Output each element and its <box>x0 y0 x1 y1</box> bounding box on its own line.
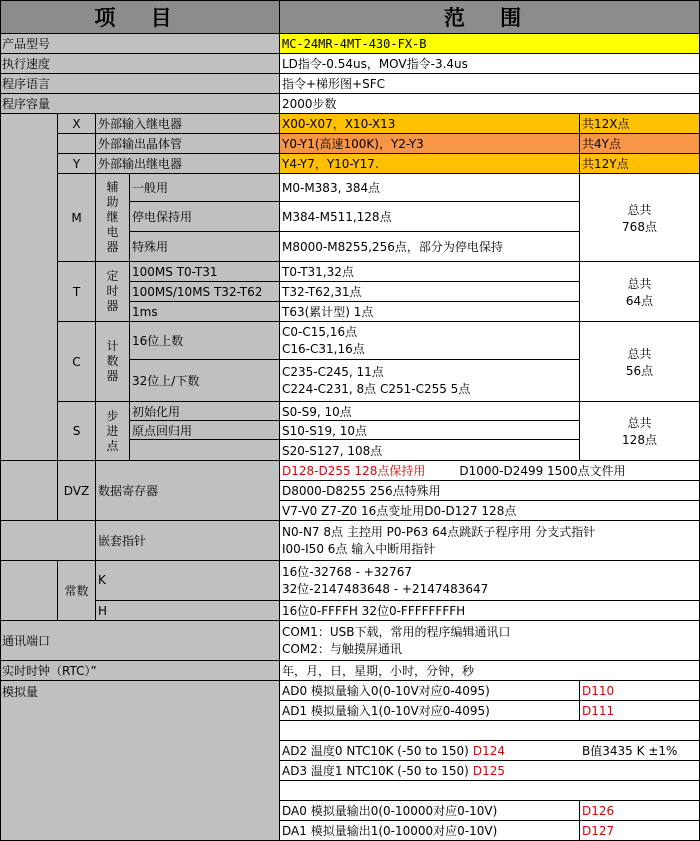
analog-blank-1 <box>280 721 700 741</box>
label-rtc: 实时时钟（RTC）” <box>0 661 280 681</box>
label-comm: 通讯端口 <box>0 621 280 661</box>
nest-left <box>0 521 96 561</box>
s-range-1: S0-S9, 10点 <box>280 402 580 421</box>
s-name-2: 原点回归用 <box>130 421 280 440</box>
value-speed: LD指令-0.54us，MOV指令-3.4us <box>280 54 700 74</box>
code-dvz: DVZ <box>58 461 96 521</box>
analog-ad1-reg: D111 <box>580 701 700 721</box>
name-dvz: 数据寄存器 <box>96 461 280 521</box>
type-s: 步进点 <box>96 402 130 461</box>
value-language: 指令+梯形图+SFC <box>280 74 700 94</box>
const-h-range: 16位0-FFFFH 32位0-FFFFFFFFH <box>280 601 700 621</box>
analog-da0-reg: D126 <box>580 801 700 821</box>
code-x: X <box>58 114 96 134</box>
total-transistor: 共4Y点 <box>580 134 700 154</box>
dvz-line3: V7-V0 Z7-Z0 16点变址用D0-D127 128点 <box>280 501 700 521</box>
analog-ad0-reg: D110 <box>580 681 700 701</box>
header-range: 范 围 <box>280 0 700 34</box>
s-name-1: 初始化用 <box>130 402 280 421</box>
code-c: C <box>58 322 96 402</box>
name-y: 外部输出继电器 <box>96 154 280 174</box>
analog-da0: DA0 模拟量输出0(0-10000对应0-10V) <box>280 801 580 821</box>
t-range-1: T0-T31,32点 <box>280 262 580 282</box>
label-analog: 模拟量 <box>0 681 280 841</box>
dvz-left <box>0 461 58 521</box>
const-left <box>0 561 58 621</box>
analog-ad0: AD0 模拟量输入0(0-10V对应0-4095) <box>280 681 580 701</box>
code-t: T <box>58 262 96 322</box>
value-capacity: 2000步数 <box>280 94 700 114</box>
m-range-1: M0-M383, 384点 <box>280 174 580 202</box>
const-k: K <box>96 561 280 601</box>
c-name-1: 16位上数 <box>130 322 280 360</box>
type-t: 定时器 <box>96 262 130 322</box>
range-transistor: Y0-Y1(高速100K)，Y2-Y3 <box>280 134 580 154</box>
m-range-3: M8000-M8255,256点，部分为停电保持 <box>280 232 580 262</box>
c-range-1: C0-C15,16点 C16-C31,16点 <box>280 322 580 360</box>
dvz-line1: D128-D255 128点保持用 D1000-D2499 1500点文件用 <box>280 461 700 481</box>
m-name-1: 一般用 <box>130 174 280 202</box>
dvz-line2: D8000-D8255 256点特殊用 <box>280 481 700 501</box>
outer-border-left <box>0 0 1 841</box>
code-s: S <box>58 402 96 461</box>
t-total: 总共 64点 <box>580 262 700 322</box>
range-x: X00-X07，X10-X13 <box>280 114 580 134</box>
value-model: MC-24MR-4MT-430-FX-B <box>280 34 700 54</box>
const-h: H <box>96 601 280 621</box>
c-range-2: C235-C245, 11点 C224-C231, 8点 C251-C255 5点 <box>280 360 580 402</box>
t-name-1: 100MS T0-T31 <box>130 262 280 282</box>
total-x: 共12X点 <box>580 114 700 134</box>
range-y: Y4-Y7，Y10-Y17. <box>280 154 580 174</box>
header-item: 项 目 <box>0 0 280 34</box>
t-name-3: 1ms <box>130 302 280 322</box>
analog-da1-reg: D127 <box>580 821 700 841</box>
t-range-2: T32-T62,31点 <box>280 282 580 302</box>
s-range-3: S20-S127, 108点 <box>280 440 580 461</box>
const-k-range: 16位-32768 - +32767 32位-2147483648 - +2147483647 <box>280 561 700 601</box>
label-model: 产品型号 <box>0 34 280 54</box>
code-y: Y <box>58 154 96 174</box>
code-transistor <box>58 134 96 154</box>
s-name-3 <box>130 440 280 461</box>
comm-range: COM1：USB下载，常用的程序编辑通讯口 COM2：与触摸屏通讯 <box>280 621 700 661</box>
t-name-2: 100MS/10MS T32-T62 <box>130 282 280 302</box>
label-language: 程序语言 <box>0 74 280 94</box>
name-x: 外部输入继电器 <box>96 114 280 134</box>
rtc-value: 年，月，日，星期，小时，分钟，秒 <box>280 661 700 681</box>
left-gray-block <box>0 114 58 461</box>
analog-da1: DA1 模拟量输出1(0-10000对应0-10V) <box>280 821 580 841</box>
type-m: 辅助继电器 <box>96 174 130 262</box>
analog-blank-2 <box>280 781 700 801</box>
nest-range: N0-N7 8点 主控用 P0-P63 64点跳跃子程序用 分支式指针 I00-I50 6点 输入中断用指针 <box>280 521 700 561</box>
m-name-2: 停电保持用 <box>130 202 280 232</box>
code-m: M <box>58 174 96 262</box>
m-range-2: M384-M511,128点 <box>280 202 580 232</box>
label-speed: 执行速度 <box>0 54 280 74</box>
c-name-2: 32位上/下数 <box>130 360 280 402</box>
total-y: 共12Y点 <box>580 154 700 174</box>
s-range-2: S10-S19, 10点 <box>280 421 580 440</box>
analog-ad1: AD1 模拟量输入1(0-10V对应0-4095) <box>280 701 580 721</box>
m-total: 总共 768点 <box>580 174 700 262</box>
type-c: 计数器 <box>96 322 130 402</box>
m-name-3: 特殊用 <box>130 232 280 262</box>
name-nest: 嵌套指针 <box>96 521 280 561</box>
label-capacity: 程序容量 <box>0 94 280 114</box>
name-transistor: 外部输出晶体管 <box>96 134 280 154</box>
analog-ad3: AD3 温度1 NTC10K (-50 to 150) D125 <box>280 761 700 781</box>
analog-ad2: AD2 温度0 NTC10K (-50 to 150) D124 B值3435 K ±1% <box>280 741 700 761</box>
const-name: 常数 <box>58 561 96 621</box>
c-total: 总共 56点 <box>580 322 700 402</box>
s-total: 总共 128点 <box>580 402 700 461</box>
t-range-3: T63(累计型) 1点 <box>280 302 580 322</box>
